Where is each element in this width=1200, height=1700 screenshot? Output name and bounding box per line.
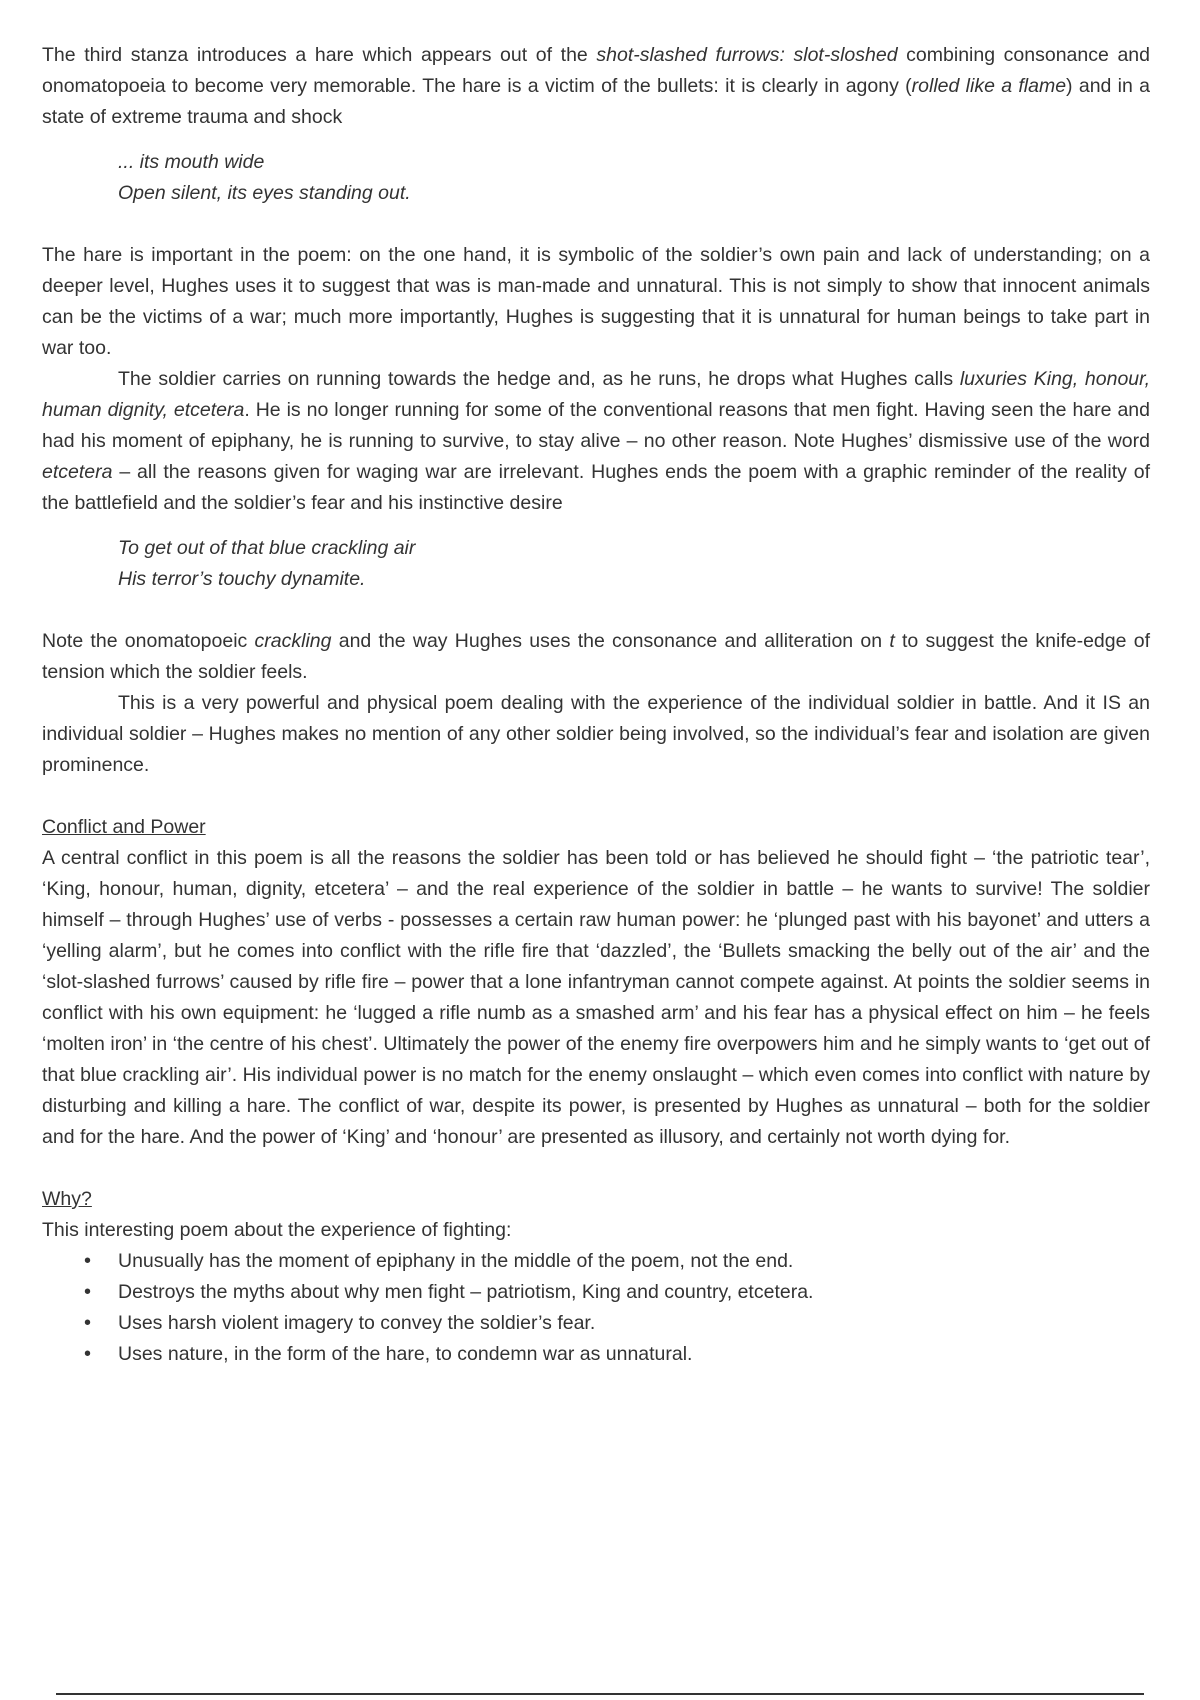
bullet-item: • Destroys the myths about why men fight – patriotism, King and country, etcetera. — [42, 1277, 1150, 1308]
italic-quote: etcetera — [42, 461, 113, 483]
text-run: . He is no longer running for some of the conventional reasons that men fight. Having seen the hare and had his moment of epiphany, he is running to survive, to stay alive – no other reason. Note Hughes’ dismissive use of the word — [42, 399, 1150, 452]
text-run: Note the onomatopoeic — [42, 630, 255, 652]
block-quote-hare — [42, 147, 1150, 209]
paragraph-onomatopoeia — [42, 626, 1150, 688]
quote-line: His terror’s touchy dynamite. — [118, 568, 366, 590]
bullet-item: • Uses harsh violent imagery to convey the soldier’s fear. — [42, 1308, 1150, 1339]
footer-rule — [56, 1693, 1144, 1695]
text-run: – all the reasons given for waging war are irrelevant. Hughes ends the poem with a graphic reminder of the reality of the battlefield and the soldier’s fear and his instinctive desire — [42, 461, 1150, 514]
quote-line: Open silent, its eyes standing out. — [118, 182, 411, 204]
text-run: and the way Hughes uses the consonance and alliteration on — [331, 630, 890, 652]
text-run: ) and in a state of extreme trauma and shock — [42, 75, 1151, 128]
why-bullet-list — [42, 1246, 1150, 1370]
paragraph-conflict-body: A central conflict in this poem is all the reasons the soldier has been told or has believed he should fight – ‘the patriotic tear’, ‘King, honour, human, dignity, etcetera’ – and the real experience of the soldier in battle – he wants to survive! The soldier himself – through Hughes’ use of verbs - possesses a certain raw human power: he ‘plunged past with his bayonet’ and utters a ‘yelling alarm’, but he comes into conflict with the rifle fire that ‘dazzled’, the ‘Bullets smacking the belly out of the air’ and the ‘slot-slashed furrows’ caused by rifle fire – power that a lone infantryman cannot compete against. At points the soldier seems in conflict with his own equipment: he ‘lugged a rifle numb as a smashed arm’ and his fear has a physical effect on him – he feels ‘molten iron’ in ‘the centre of his chest’. Ultimately the power of the enemy fire overpowers him and he simply wants to ‘get out of that blue crackling air’. His individual power is no match for the enemy onslaught – which even comes into conflict with nature by disturbing and killing a hare. The conflict of war, despite its power, is presented by Hughes as unnatural – both for the soldier and for the hare. And the power of ‘King’ and ‘honour’ are presented as illusory, and certainly not worth dying for. — [42, 847, 1150, 1148]
paragraph-hare-symbol: The hare is important in the poem: on the one hand, it is symbolic of the soldier’s own pain and lack of understanding; on a deeper level, Hughes uses it to suggest that was is man-made and unnatural. This is not simply to show that innocent animals can be the victims of a war; much more importantly, Hughes is suggesting that it is unnatural for human beings to take part in war too. — [42, 244, 1150, 359]
text-run: to suggest the knife-edge of tension which the soldier feels. — [42, 630, 1150, 683]
text-run: The soldier carries on running towards the hedge and, as he runs, he drops what Hughes calls — [118, 368, 960, 390]
italic-quote: luxuries King, honour, human dignity, etcetera — [42, 368, 1150, 421]
text-run: combining consonance and onomatopoeia to become very memorable. The hare is a victim of the bullets: it is clearly in agony ( — [42, 44, 1150, 97]
bullet-item: • Uses nature, in the form of the hare, to condemn war as unnatural. — [42, 1339, 1150, 1370]
italic-quote: rolled like a flame — [911, 75, 1067, 97]
quote-line: To get out of that blue crackling air — [118, 537, 416, 559]
italic-quote: crackling — [254, 630, 332, 652]
document-page — [42, 40, 1150, 1370]
italic-quote: shot-slashed furrows: slot-sloshed — [596, 44, 898, 66]
quote-line: ... its mouth wide — [118, 151, 265, 173]
text-run: The third stanza introduces a hare which appears out of the — [42, 44, 597, 66]
paragraph-hare-intro — [42, 40, 1150, 133]
heading-conflict-and-power: Conflict and Power — [42, 816, 206, 838]
bullet-item: • Unusually has the moment of epiphany in the middle of the poem, not the end. — [42, 1246, 1150, 1277]
italic-quote: t — [889, 630, 895, 652]
paragraph-soldier-running — [42, 364, 1150, 519]
why-intro: This interesting poem about the experience of fighting: — [42, 1219, 512, 1241]
paragraph-individual-soldier: This is a very powerful and physical poem dealing with the experience of the individual soldier in battle. And it IS an individual soldier – Hughes makes no mention of any other soldier being involved, so the individual’s fear and isolation are given prominence. — [42, 692, 1150, 776]
block-quote-ending — [42, 533, 1150, 595]
heading-why: Why? — [42, 1188, 92, 1210]
